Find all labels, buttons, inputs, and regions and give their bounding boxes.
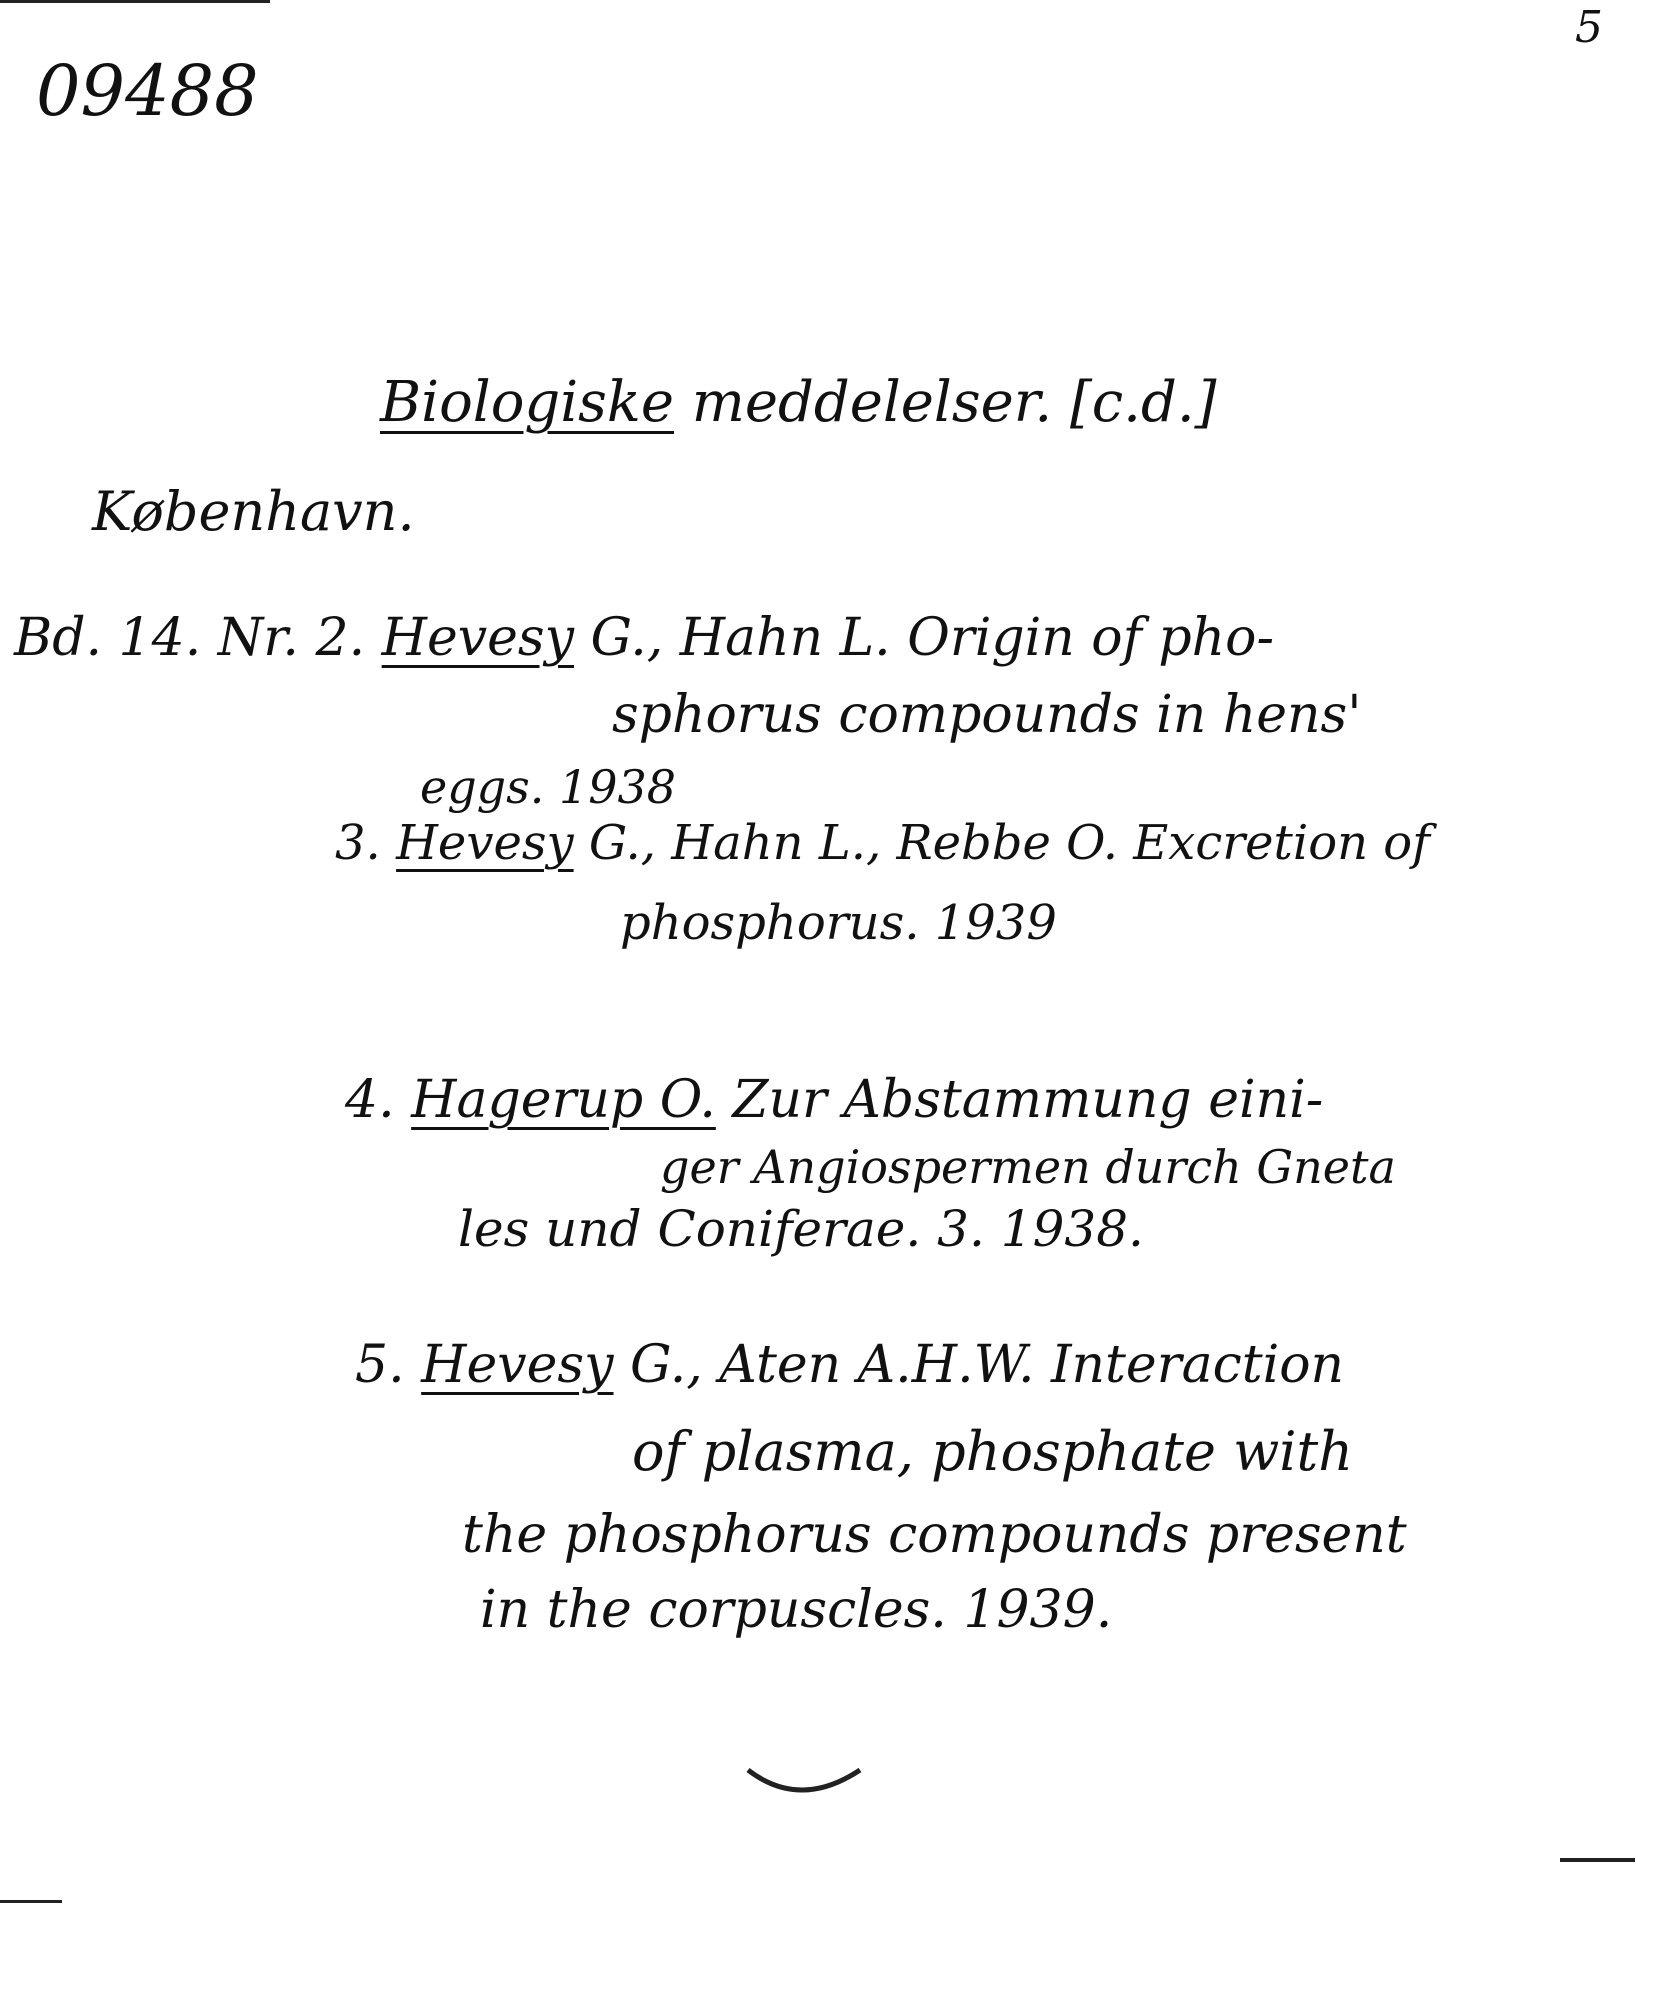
series-title-line bbox=[380, 370, 1216, 435]
scan-edge-mark bbox=[0, 1900, 62, 1903]
entry-author: Hevesy bbox=[396, 815, 574, 871]
entry-author: Hagerup O. bbox=[411, 1070, 716, 1130]
entry-number: 4. bbox=[345, 1070, 395, 1130]
entry-number: 5. bbox=[355, 1335, 405, 1395]
entry-author: Hevesy bbox=[381, 608, 574, 668]
entry-text: G., Aten A.H.W. Interaction bbox=[630, 1335, 1345, 1395]
entry-line: in the corpuscles. 1939. bbox=[480, 1580, 1113, 1640]
entry-line: sphorus compounds in hens' bbox=[612, 685, 1362, 745]
volume-prefix: Bd. 14. Nr. 2. bbox=[14, 608, 366, 668]
entry-line: ger Angiospermen durch Gneta bbox=[660, 1140, 1396, 1194]
publication-place: København. bbox=[92, 480, 415, 543]
catalog-note: [c.d.] bbox=[1069, 370, 1217, 435]
entry-line: of plasma, phosphate with bbox=[632, 1420, 1354, 1483]
entry-author: Hevesy bbox=[421, 1335, 614, 1395]
entry-number: 3. bbox=[335, 815, 381, 871]
entry-line bbox=[355, 1335, 1344, 1395]
entry-line bbox=[14, 608, 1274, 668]
entry-line: les und Coniferae. 3. 1938. bbox=[458, 1200, 1144, 1258]
entry-text: G., Hahn L., Rebbe O. Excretion of bbox=[588, 815, 1430, 871]
entry-line: the phosphorus compounds present bbox=[462, 1505, 1407, 1565]
entry-text: G., Hahn L. Origin of pho- bbox=[590, 608, 1275, 668]
scan-edge-mark bbox=[0, 0, 270, 3]
series-title-rest: meddelelser. bbox=[691, 370, 1053, 435]
entry-line bbox=[345, 1070, 1323, 1130]
series-title: Biologiske bbox=[380, 370, 674, 435]
entry-line: phosphorus. 1939 bbox=[620, 895, 1057, 951]
catalog-number: 09488 bbox=[36, 50, 259, 132]
entry-text: Zur Abstammung eini- bbox=[732, 1070, 1324, 1130]
page-number: 5 bbox=[1575, 2, 1603, 53]
scan-curve-mark bbox=[740, 1750, 890, 1820]
scan-edge-mark bbox=[1560, 1858, 1635, 1862]
entry-line bbox=[335, 815, 1430, 871]
entry-line: eggs. 1938 bbox=[420, 760, 677, 814]
